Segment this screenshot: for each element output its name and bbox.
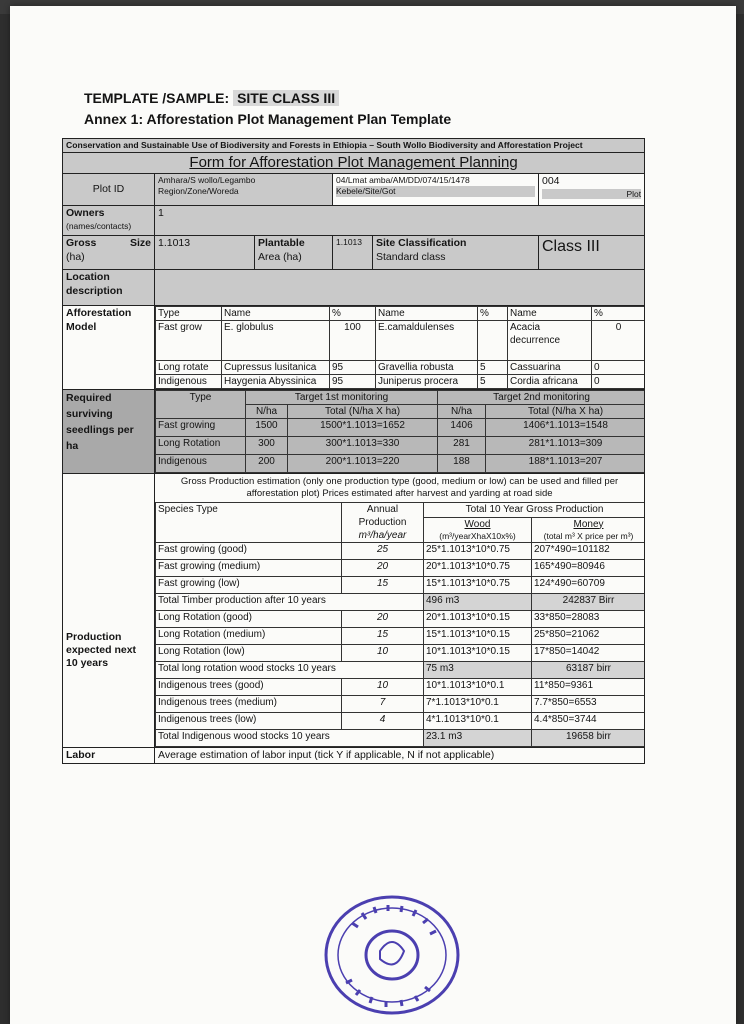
annual-production-header xyxy=(342,503,424,543)
wood-header xyxy=(424,517,532,543)
money-value: 25*850=21062 xyxy=(532,628,645,645)
species-name: Cassuarina xyxy=(508,361,592,375)
production-total-row xyxy=(156,594,645,611)
kebele-label: Kebele/Site/Got xyxy=(336,186,535,197)
total-10-year-header: Total 10 Year Gross Production xyxy=(424,503,645,517)
production-species: Long Rotation (medium) xyxy=(156,628,342,645)
template-heading xyxy=(84,90,339,106)
species-percent xyxy=(478,321,508,361)
money-value: 33*850=28083 xyxy=(532,611,645,628)
money-value: 124*490=60709 xyxy=(532,577,645,594)
wood-value: 15*1.1013*10*0.15 xyxy=(424,628,532,645)
production-total-label: Total Timber production after 10 years xyxy=(156,594,424,611)
name-header-3: Name xyxy=(508,307,592,321)
annual-production-value: 10 xyxy=(342,645,424,662)
production-row xyxy=(156,560,645,577)
annual-production-label: Annual Production xyxy=(358,504,407,529)
seedlings-label-cell xyxy=(63,390,155,474)
seedling-type: Fast growing xyxy=(156,419,246,437)
model-type: Fast grow xyxy=(156,321,222,361)
site-class-value: Class III xyxy=(539,236,645,270)
annual-production-value: 4 xyxy=(342,713,424,730)
seedlings-label-line: ha xyxy=(66,439,79,452)
plantable-value: 1.1013 xyxy=(333,236,373,270)
target-2nd-header: Target 2nd monitoring xyxy=(438,391,645,405)
annual-production-value: 15 xyxy=(342,577,424,594)
production-row xyxy=(156,713,645,730)
plot-management-form xyxy=(62,138,645,764)
owners-sub-label: (names/contacts) xyxy=(66,220,132,231)
seedling-total-1: 200*1.1013=220 xyxy=(288,455,438,473)
location-value xyxy=(155,270,645,306)
production-species: Fast growing (medium) xyxy=(156,560,342,577)
wood-value: 7*1.1013*10*0.1 xyxy=(424,696,532,713)
production-total-row xyxy=(156,730,645,747)
production-species: Indigenous trees (medium) xyxy=(156,696,342,713)
wood-value: 20*1.1013*10*0.75 xyxy=(424,560,532,577)
production-row xyxy=(156,679,645,696)
seedlings-label-line: surviving xyxy=(66,408,113,421)
species-percent: 0 xyxy=(592,321,645,361)
production-species: Fast growing (good) xyxy=(156,543,342,560)
region-cell xyxy=(155,174,333,206)
total-header-1: Total (N/ha X ha) xyxy=(288,405,438,419)
region-value: Amhara/S wollo/Legambo xyxy=(158,175,256,186)
money-header xyxy=(532,517,645,543)
afforestation-label: Afforestation xyxy=(66,307,132,320)
plot-id-label: Plot ID xyxy=(63,174,155,206)
annual-production-unit: m³/ha/year xyxy=(358,530,407,542)
production-species: Indigenous trees (low) xyxy=(156,713,342,730)
money-value: 19658 birr xyxy=(532,730,645,747)
location-sub-label: description xyxy=(66,284,123,297)
ten-years-label: 10 years xyxy=(66,656,109,669)
production-label-cell xyxy=(63,474,155,748)
labor-text: Average estimation of labor input (tick Y if applicable, N if not applicable) xyxy=(155,748,645,764)
species-name: Cordia africana xyxy=(508,375,592,389)
annual-production-value: 10 xyxy=(342,679,424,696)
plantable-label: Plantable xyxy=(258,237,305,250)
plantable-unit: Area (ha) xyxy=(258,250,302,263)
seedlings-label-line: seedlings per xyxy=(66,423,134,436)
plot-label: Plot xyxy=(542,189,641,200)
seedling-total-2: 1406*1.1013=1548 xyxy=(486,419,645,437)
production-total-label: Total Indigenous wood stocks 10 years xyxy=(156,730,424,747)
annual-production-value: 15 xyxy=(342,628,424,645)
labor-label: Labor xyxy=(63,748,155,764)
model-type: Indigenous xyxy=(156,375,222,389)
annual-production-value: 25 xyxy=(342,543,424,560)
species-percent: 0 xyxy=(592,375,645,389)
nha-header-2: N/ha xyxy=(438,405,486,419)
site-class-heading: SITE CLASS III xyxy=(233,90,339,106)
seedling-total-1: 1500*1.1013=1652 xyxy=(288,419,438,437)
seedling-nha-1: 1500 xyxy=(246,419,288,437)
location-cell xyxy=(63,270,155,306)
location-label: Location xyxy=(66,271,110,284)
seedlings-table xyxy=(155,390,645,473)
production-species: Long Rotation (low) xyxy=(156,645,342,662)
seedlings-cell xyxy=(155,390,645,474)
production-row xyxy=(156,611,645,628)
production-row xyxy=(156,696,645,713)
money-unit: (total m³ X price per m³) xyxy=(543,530,634,541)
money-value: 4.4*850=3744 xyxy=(532,713,645,730)
production-total-row xyxy=(156,662,645,679)
species-percent: 0 xyxy=(592,361,645,375)
owners-value: 1 xyxy=(155,206,645,236)
wood-value: 25*1.1013*10*0.75 xyxy=(424,543,532,560)
plot-number: 004 xyxy=(542,175,560,188)
species-type-header: Species Type xyxy=(156,503,342,543)
gross-unit: (ha) xyxy=(66,250,85,263)
production-intro: Gross Production estimation (only one production type (good, medium or low) can be used and filled per afforestation plot) Prices estimated after harvest and yarding at road side xyxy=(180,476,619,500)
region-label: Region/Zone/Woreda xyxy=(158,186,239,197)
production-label: Production xyxy=(66,630,122,643)
afforestation-model-table xyxy=(155,306,645,389)
money-value: 63187 birr xyxy=(532,662,645,679)
money-label: Money xyxy=(573,518,604,530)
size-label: Size xyxy=(129,237,151,250)
annual-production-value: 20 xyxy=(342,560,424,577)
seedling-total-2: 281*1.1013=309 xyxy=(486,437,645,455)
annual-production-value: 20 xyxy=(342,611,424,628)
production-table xyxy=(155,502,645,747)
species-name: E. globulus xyxy=(222,321,330,361)
wood-label: Wood xyxy=(464,518,491,530)
species-percent: 95 xyxy=(330,375,376,389)
seedling-nha-2: 1406 xyxy=(438,419,486,437)
project-title: Conservation and Sustainable Use of Biodiversity and Forests in Ethiopia – South Wollo Biodiversity and Afforestation Project xyxy=(63,139,645,153)
gross-size-cell xyxy=(63,236,155,270)
species-percent: 5 xyxy=(478,361,508,375)
species-name: Juniperus procera xyxy=(376,375,478,389)
wood-value: 20*1.1013*10*0.15 xyxy=(424,611,532,628)
name-header-2: Name xyxy=(376,307,478,321)
seedling-nha-2: 281 xyxy=(438,437,486,455)
plot-id-value: 04/Lmat amba/AM/DD/074/15/1478 xyxy=(336,175,470,186)
gross-label: Gross xyxy=(66,237,97,250)
wood-value: 4*1.1013*10*0.1 xyxy=(424,713,532,730)
seedling-type-header: Type xyxy=(156,391,246,419)
template-label: TEMPLATE /SAMPLE: xyxy=(84,90,230,106)
model-type: Long rotate xyxy=(156,361,222,375)
official-stamp-seal xyxy=(322,893,462,1017)
type-header: Type xyxy=(156,307,222,321)
species-name: Acacia decurrence xyxy=(508,321,592,361)
production-total-label: Total long rotation wood stocks 10 years xyxy=(156,662,424,679)
owners-label: Owners xyxy=(66,207,105,220)
gross-size-value: 1.1013 xyxy=(155,236,255,270)
wood-unit: (m³/yearXhaX10x%) xyxy=(439,530,516,541)
money-value: 7.7*850=6553 xyxy=(532,696,645,713)
production-cell xyxy=(155,474,645,748)
annex-title: Annex 1: Afforestation Plot Management Plan Template xyxy=(84,111,452,127)
money-value: 242837 Birr xyxy=(532,594,645,611)
wood-value: 75 m3 xyxy=(424,662,532,679)
seedlings-label-line: Required xyxy=(66,392,112,405)
seedling-total-2: 188*1.1013=207 xyxy=(486,455,645,473)
plantable-cell xyxy=(255,236,333,270)
seedling-total-1: 300*1.1013=330 xyxy=(288,437,438,455)
seedling-nha-2: 188 xyxy=(438,455,486,473)
species-name: Cupressus lusitanica xyxy=(222,361,330,375)
species-percent: 95 xyxy=(330,361,376,375)
pct-header-1: % xyxy=(330,307,376,321)
seedling-nha-1: 300 xyxy=(246,437,288,455)
site-classification-cell xyxy=(373,236,539,270)
kebele-cell xyxy=(333,174,539,206)
production-species: Long Rotation (good) xyxy=(156,611,342,628)
total-header-2: Total (N/ha X ha) xyxy=(486,405,645,419)
form-title: Form for Afforestation Plot Management Planning xyxy=(63,152,645,174)
money-value: 165*490=80946 xyxy=(532,560,645,577)
standard-class-label: Standard class xyxy=(376,250,446,263)
money-value: 17*850=14042 xyxy=(532,645,645,662)
species-percent: 5 xyxy=(478,375,508,389)
species-name: Haygenia Abyssinica xyxy=(222,375,330,389)
species-name: Gravellia robusta xyxy=(376,361,478,375)
production-species: Indigenous trees (good) xyxy=(156,679,342,696)
afforestation-model-label-cell xyxy=(63,306,155,390)
species-percent: 100 xyxy=(330,321,376,361)
pct-header-3: % xyxy=(592,307,645,321)
annual-production-value: 7 xyxy=(342,696,424,713)
expected-next-label: expected next xyxy=(66,643,137,656)
production-row xyxy=(156,577,645,594)
wood-value: 23.1 m3 xyxy=(424,730,532,747)
seedling-type: Indigenous xyxy=(156,455,246,473)
site-classification-label: Site Classification xyxy=(376,237,467,250)
production-row xyxy=(156,543,645,560)
afforestation-model-cell xyxy=(155,306,645,390)
wood-value: 496 m3 xyxy=(424,594,532,611)
production-row xyxy=(156,628,645,645)
owners-cell xyxy=(63,206,155,236)
seedling-nha-1: 200 xyxy=(246,455,288,473)
nha-header-1: N/ha xyxy=(246,405,288,419)
money-value: 11*850=9361 xyxy=(532,679,645,696)
target-1st-header: Target 1st monitoring xyxy=(246,391,438,405)
species-name: E.camaldulenses xyxy=(376,321,478,361)
model-label: Model xyxy=(66,320,97,333)
wood-value: 10*1.1013*10*0.1 xyxy=(424,679,532,696)
production-row xyxy=(156,645,645,662)
wood-value: 10*1.1013*10*0.15 xyxy=(424,645,532,662)
wood-value: 15*1.1013*10*0.75 xyxy=(424,577,532,594)
pct-header-2: % xyxy=(478,307,508,321)
production-species: Fast growing (low) xyxy=(156,577,342,594)
money-value: 207*490=101182 xyxy=(532,543,645,560)
plot-number-cell xyxy=(539,174,645,206)
seedling-type: Long Rotation xyxy=(156,437,246,455)
name-header-1: Name xyxy=(222,307,330,321)
